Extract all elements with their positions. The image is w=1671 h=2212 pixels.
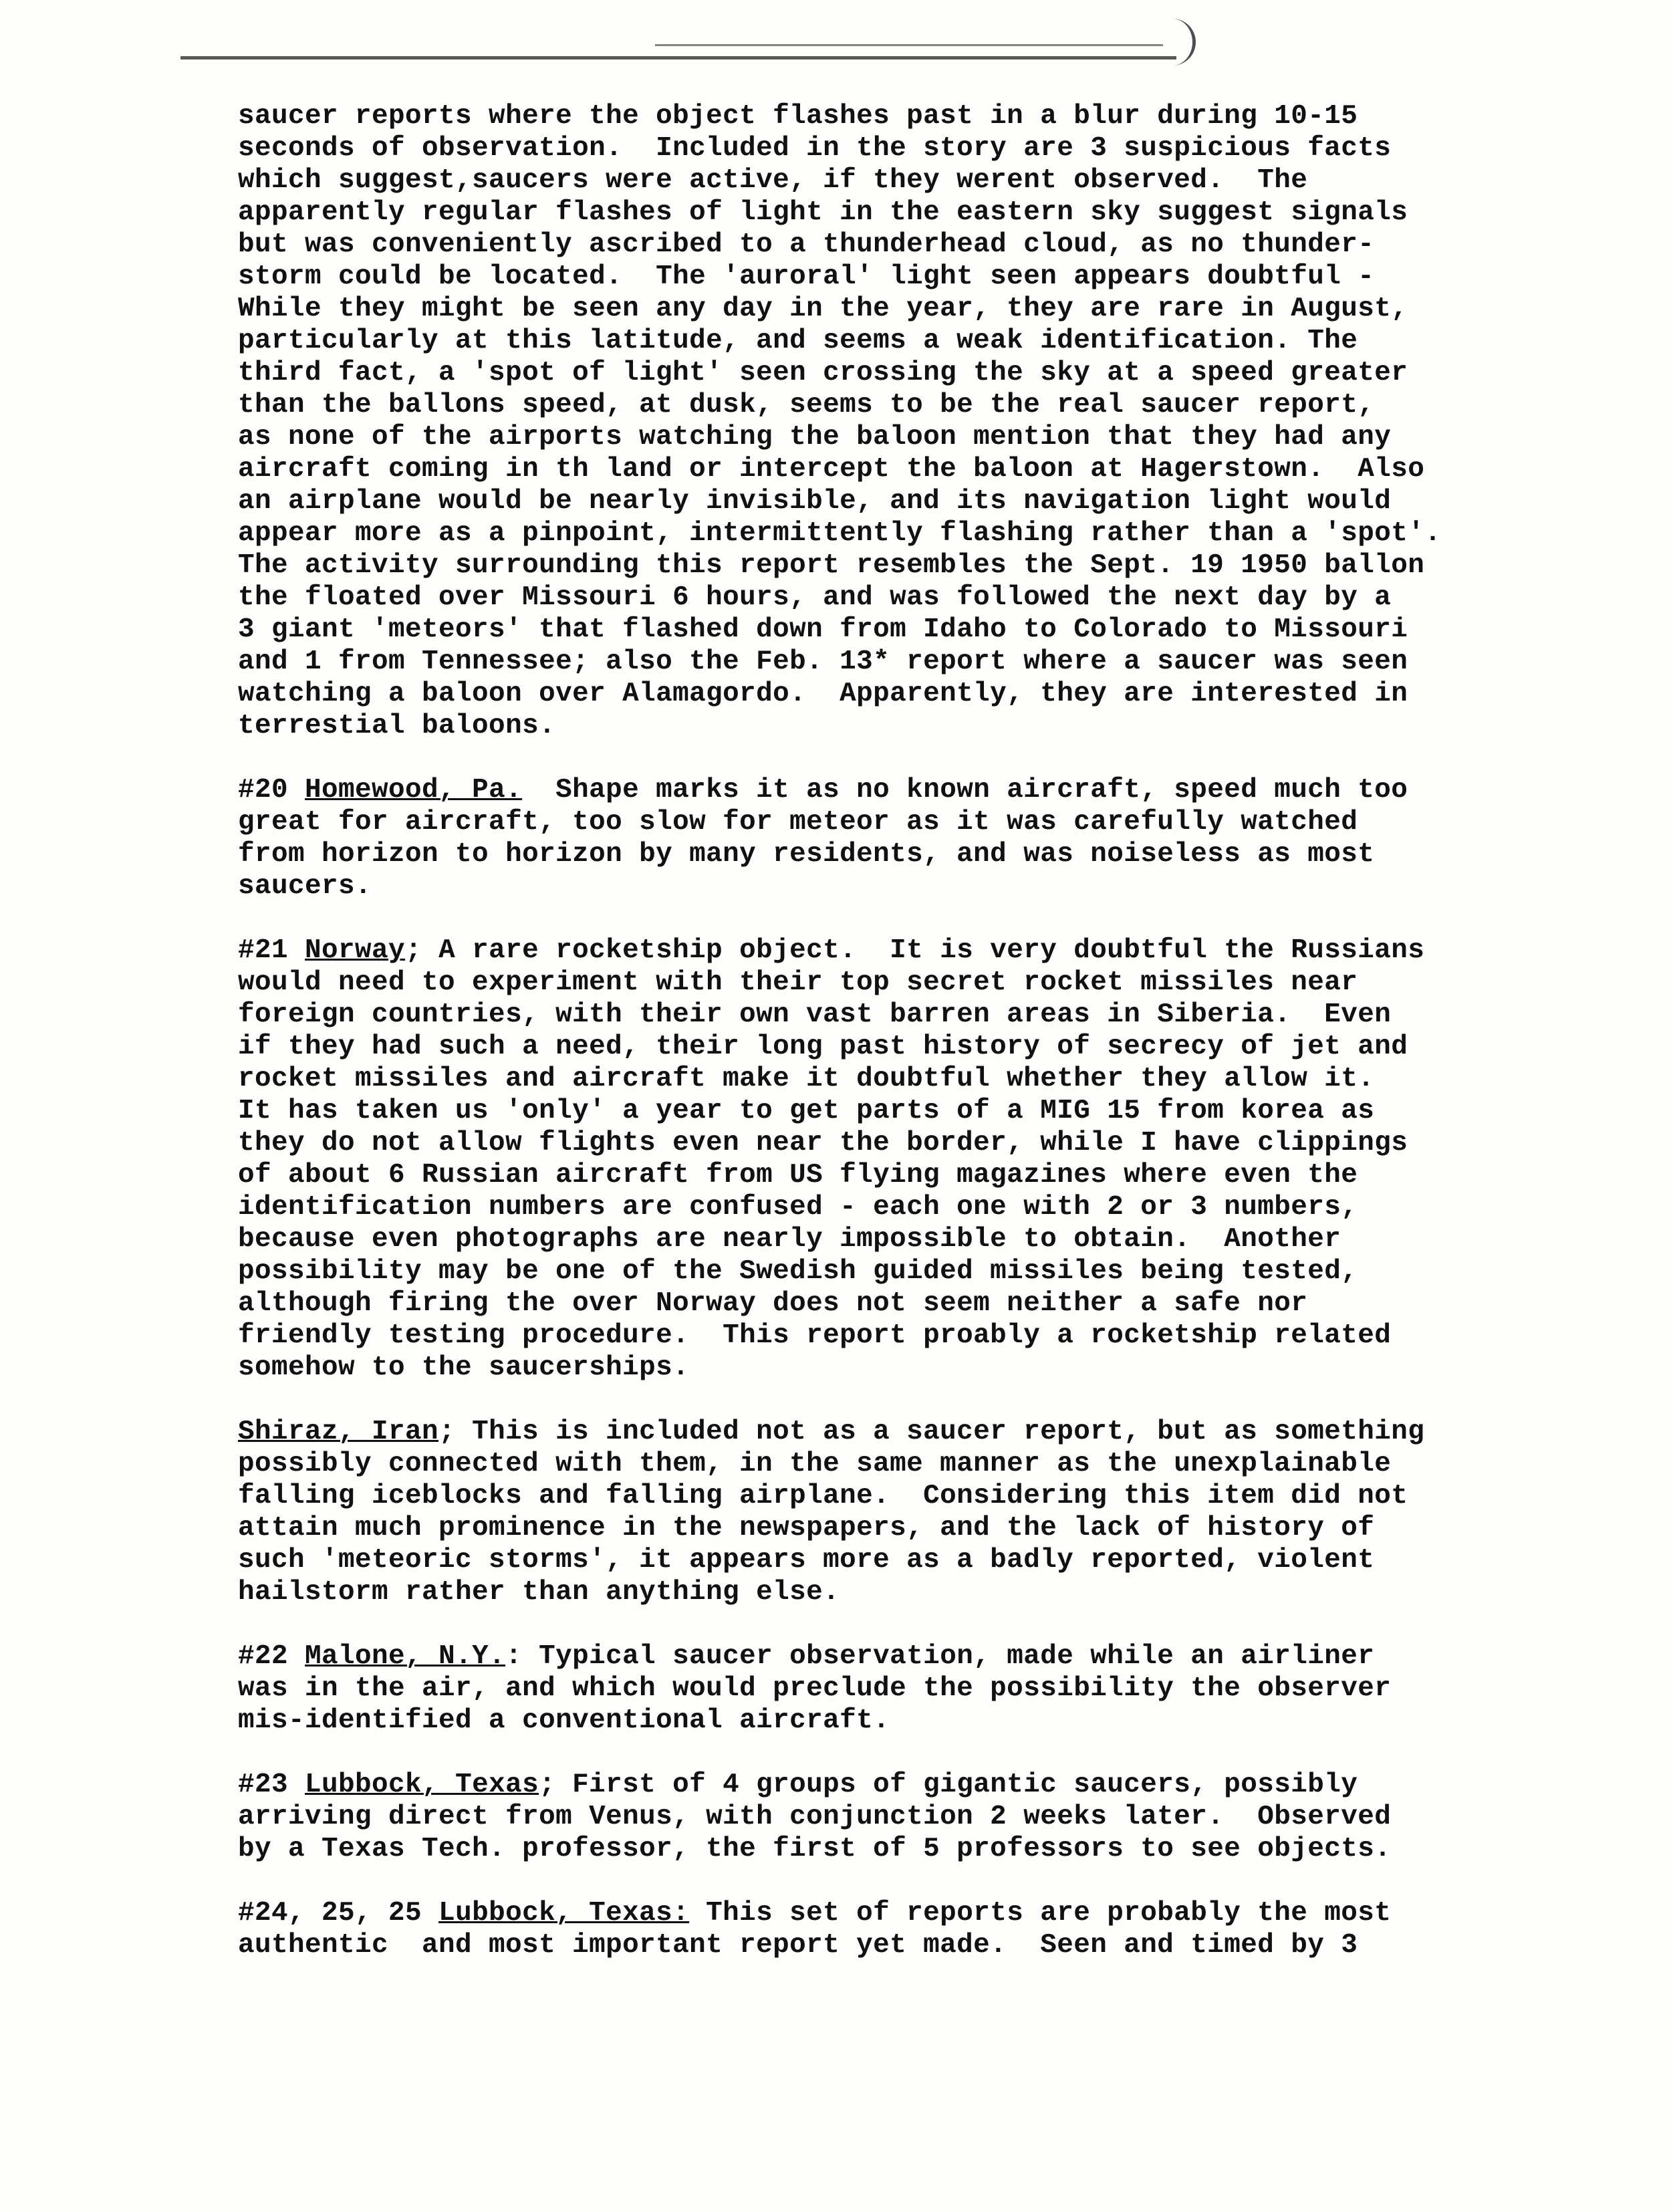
- text-line: The activity surrounding this report resembles the Sept. 19 1950 ballon: [238, 550, 1425, 581]
- text-line: possibility may be one of the Swedish guided missiles being tested,: [238, 1256, 1358, 1287]
- text-line: falling iceblocks and falling airplane. Considering this item did not: [238, 1481, 1408, 1511]
- top-ink-mark: [1163, 19, 1196, 66]
- text-line: particularly at this latitude, and seems a weak identification. The: [238, 326, 1358, 356]
- text-line: possibly connected with them, in the same manner as the unexplainable: [238, 1449, 1392, 1479]
- paragraph-report-22: [238, 1640, 1628, 1737]
- report-number: #23: [238, 1769, 305, 1800]
- report-number: #20: [238, 775, 305, 806]
- text-line: mis-identified a conventional aircraft.: [238, 1705, 890, 1736]
- paragraph-report-23: [238, 1769, 1628, 1865]
- report-location: Norway: [305, 935, 406, 966]
- text-line: although firing the over Norway does not seem neither a safe nor: [238, 1288, 1308, 1319]
- report-text: Shape marks it as no known aircraft, speed much too: [522, 775, 1408, 806]
- text-line: third fact, a 'spot of light' seen crossing the sky at a speed greater: [238, 358, 1408, 388]
- text-line: [238, 1897, 1628, 1929]
- paragraph-report-20: [238, 774, 1628, 902]
- report-location: Lubbock, Texas: [305, 1769, 539, 1800]
- text-line: but was conveniently ascribed to a thunderhead cloud, as no thunder-: [238, 229, 1375, 260]
- text-line: [238, 935, 1628, 967]
- report-number: #22: [238, 1641, 305, 1672]
- report-number: #24, 25, 25: [238, 1898, 439, 1929]
- text-line: because even photographs are nearly impossible to obtain. Another: [238, 1224, 1341, 1255]
- text-line: saucer reports where the object flashes past in a blur during 10-15: [238, 101, 1358, 132]
- report-text: This set of reports are probably the most: [689, 1898, 1392, 1929]
- text-line: they do not allow flights even near the border, while I have clippings: [238, 1128, 1408, 1158]
- text-line: While they might be seen any day in the year, they are rare in August,: [238, 293, 1408, 324]
- text-line: by a Texas Tech. professor, the first of 5 professors to see objects.: [238, 1834, 1392, 1864]
- report-text: ; This is included not as a saucer report, but as something: [438, 1417, 1425, 1447]
- text-line: [238, 1416, 1628, 1448]
- text-line: foreign countries, with their own vast barren areas in Siberia. Even: [238, 999, 1392, 1030]
- text-line: rocket missiles and aircraft make it doubtful whether they allow it.: [238, 1064, 1375, 1094]
- text-line: great for aircraft, too slow for meteor as it was carefully watched: [238, 807, 1358, 838]
- text-line: and 1 from Tennessee; also the Feb. 13* report where a saucer was seen: [238, 646, 1408, 677]
- text-line: an airplane would be nearly invisible, and its navigation light would: [238, 486, 1392, 517]
- text-line: [238, 1640, 1628, 1673]
- text-line: storm could be located. The 'auroral' light seen appears doubtful -: [238, 261, 1375, 292]
- paragraph-continuation: [238, 100, 1628, 742]
- text-line: would need to experiment with their top secret rocket missiles near: [238, 967, 1358, 998]
- text-line: watching a baloon over Alamagordo. Apparently, they are interested in: [238, 679, 1408, 709]
- paragraph-report-21: [238, 935, 1628, 1384]
- text-line: from horizon to horizon by many residents, and was noiseless as most: [238, 839, 1375, 870]
- paragraph-shiraz: [238, 1416, 1628, 1608]
- text-line: than the ballons speed, at dusk, seems to be the real saucer report,: [238, 390, 1375, 420]
- text-line: [238, 774, 1628, 806]
- text-line: was in the air, and which would preclude the possibility the observer: [238, 1673, 1392, 1704]
- report-location: Shiraz, Iran: [238, 1417, 439, 1447]
- text-line: as none of the airports watching the baloon mention that they had any: [238, 422, 1392, 453]
- text-line: It has taken us 'only' a year to get parts of a MIG 15 from korea as: [238, 1096, 1375, 1126]
- text-line: such 'meteoric storms', it appears more as a badly reported, violent: [238, 1545, 1375, 1576]
- text-line: seconds of observation. Included in the story are 3 suspicious facts: [238, 133, 1392, 164]
- report-location: Malone, N.Y.: [305, 1641, 506, 1672]
- text-line: apparently regular flashes of light in the eastern sky suggest signals: [238, 197, 1408, 228]
- text-line: terrestial baloons.: [238, 711, 556, 741]
- text-line: which suggest,saucers were active, if they werent observed. The: [238, 165, 1308, 196]
- paragraph-report-24-25: [238, 1897, 1628, 1961]
- report-text: : Typical saucer observation, made while an airliner: [505, 1641, 1375, 1672]
- text-line: hailstorm rather than anything else.: [238, 1577, 840, 1608]
- top-rule-secondary: [655, 44, 1163, 46]
- report-location: Homewood, Pa.: [305, 775, 523, 806]
- text-line: of about 6 Russian aircraft from US flying magazines where even the: [238, 1160, 1358, 1191]
- text-line: attain much prominence in the newspapers, and the lack of history of: [238, 1513, 1375, 1544]
- report-location: Lubbock, Texas:: [438, 1898, 690, 1929]
- top-rule: [180, 56, 1176, 59]
- text-line: appear more as a pinpoint, intermittently flashing rather than a 'spot'.: [238, 518, 1442, 549]
- report-text: ; First of 4 groups of gigantic saucers, possibly: [539, 1769, 1358, 1800]
- text-line: if they had such a need, their long past history of secrecy of jet and: [238, 1031, 1408, 1062]
- text-line: [238, 1769, 1628, 1801]
- text-line: 3 giant 'meteors' that flashed down from Idaho to Colorado to Missouri: [238, 614, 1408, 645]
- text-line: identification numbers are confused - each one with 2 or 3 numbers,: [238, 1192, 1358, 1223]
- text-line: somehow to the saucerships.: [238, 1352, 690, 1383]
- text-line: saucers.: [238, 871, 372, 902]
- text-line: arriving direct from Venus, with conjunction 2 weeks later. Observed: [238, 1802, 1392, 1832]
- report-number: #21: [238, 935, 305, 966]
- text-line: authentic and most important report yet made. Seen and timed by 3: [238, 1930, 1358, 1961]
- typed-body-text: [238, 100, 1628, 1993]
- report-text: ; A rare rocketship object. It is very doubtful the Russians: [405, 935, 1425, 966]
- text-line: aircraft coming in th land or intercept the baloon at Hagerstown. Also: [238, 454, 1425, 485]
- text-line: the floated over Missouri 6 hours, and was followed the next day by a: [238, 582, 1392, 613]
- text-line: friendly testing procedure. This report proably a rocketship related: [238, 1320, 1392, 1351]
